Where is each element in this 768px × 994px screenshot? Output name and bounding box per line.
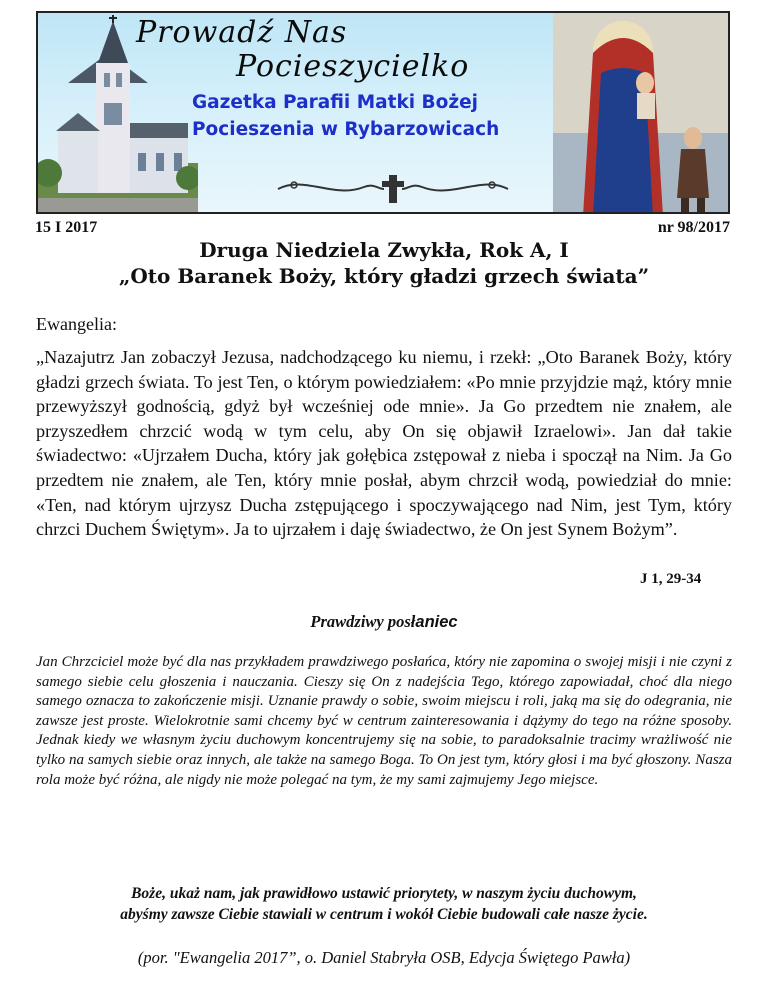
issue-number: nr 98/2017 <box>657 219 730 236</box>
banner-subtitle-line2: Pocieszenia w Rybarzowicach <box>192 119 500 140</box>
quote-heading: „Oto Baranek Boży, który gładzi grzech świata” <box>118 264 650 288</box>
commentary-title-part1: Prawdziwy posł <box>310 612 416 631</box>
banner-title-line1: Prowadź Nas <box>136 15 348 50</box>
gospel-label: Ewangelia: <box>36 314 117 334</box>
cross-ornament-icon <box>274 169 512 207</box>
gospel-text: „Nazajutrz Jan zobaczył Jezusa, nadchodzącego ku niemu, i rzekł: „Oto Baranek Boży, który gładzi grzech świata. To jest Ten, o którym powiedziałem: «Po mnie przyjdzie mąż, który mnie przewyższył godnością, gdyż był wcześniej ode mnie». Ja Go przedtem nie znałem, ale przyszedłem chrzcić wodą w tym celu, aby On się objawił Izraelowi». Jan dał takie świadectwo: «Ujrzałem Ducha, który jak gołębica zstępował z nieba i spoczął na Nim. Ja Go przedtem nie znałem, ale Ten, który mnie posłał, abym chrzcił wodą, powiedział do mnie: «Ten, nad którym ujrzysz Ducha zstępującego i spoczywającego nad Nim, jest Tym, który chrzci Duchem Świętym». Ja to ujrzałem i daję świadectwo, że On jest Synem Bożym”. <box>36 347 732 540</box>
commentary-text: Jan Chrzciciel może być dla nas przykładem prawdziwego posłańca, który nie zapomina o swojej misji i nie czyni z samego siebie celu głoszenia i nauczania. Cieszy się On z nadejścia Tego, którego zapowiadał, choć dla niego samego oznacza to zakończenie misji. Uznanie prawdy o sobie, swoim miejscu i roli, jaką ma się do odegrania, nie zawsze jest proste. Wielokrotnie sami chcemy być w centrum zainteresowania i dążymy do tego na różne sposoby. Jednak kiedy we własnym życiu duchowym koncentrujemy się na sobie, to paradoksalnie tracimy wrażliwość nie tylko na samych siebie oraz innych, ale także na samego Boga. To On jest tym, który głosi i ma być głoszony. Nasza rola może być różna, ale nigdy nie może polegać na tym, że my sami zajmujemy Jego miejsce. <box>36 654 732 788</box>
banner-subtitle-line1: Gazetka Parafii Matki Bożej <box>192 92 478 113</box>
prayer-line2: abyśmy zawsze Ciebie stawiali w centrum i wokół Ciebie budowali całe nasze życie. <box>120 906 648 923</box>
gospel-reference: J 1, 29-34 <box>640 571 702 587</box>
madonna-painting-image <box>553 13 728 214</box>
prayer-line1: Boże, ukaż nam, jak prawidłowo ustawić priorytety, w naszym życiu duchowym, <box>131 885 637 902</box>
commentary-title-part2: aniec <box>415 613 458 631</box>
prayer <box>36 883 732 925</box>
banner-title-line2: Pocieszycielko <box>236 49 470 84</box>
commentary-title <box>0 612 768 632</box>
source-citation: (por. "Ewangelia 2017”, o. Daniel Stabryła OSB, Edycja Świętego Pawła) <box>137 948 631 967</box>
header-banner <box>36 11 730 214</box>
liturgical-day-heading: Druga Niedziela Zwykła, Rok A, I <box>199 238 569 262</box>
issue-date: 15 I 2017 <box>35 219 98 236</box>
